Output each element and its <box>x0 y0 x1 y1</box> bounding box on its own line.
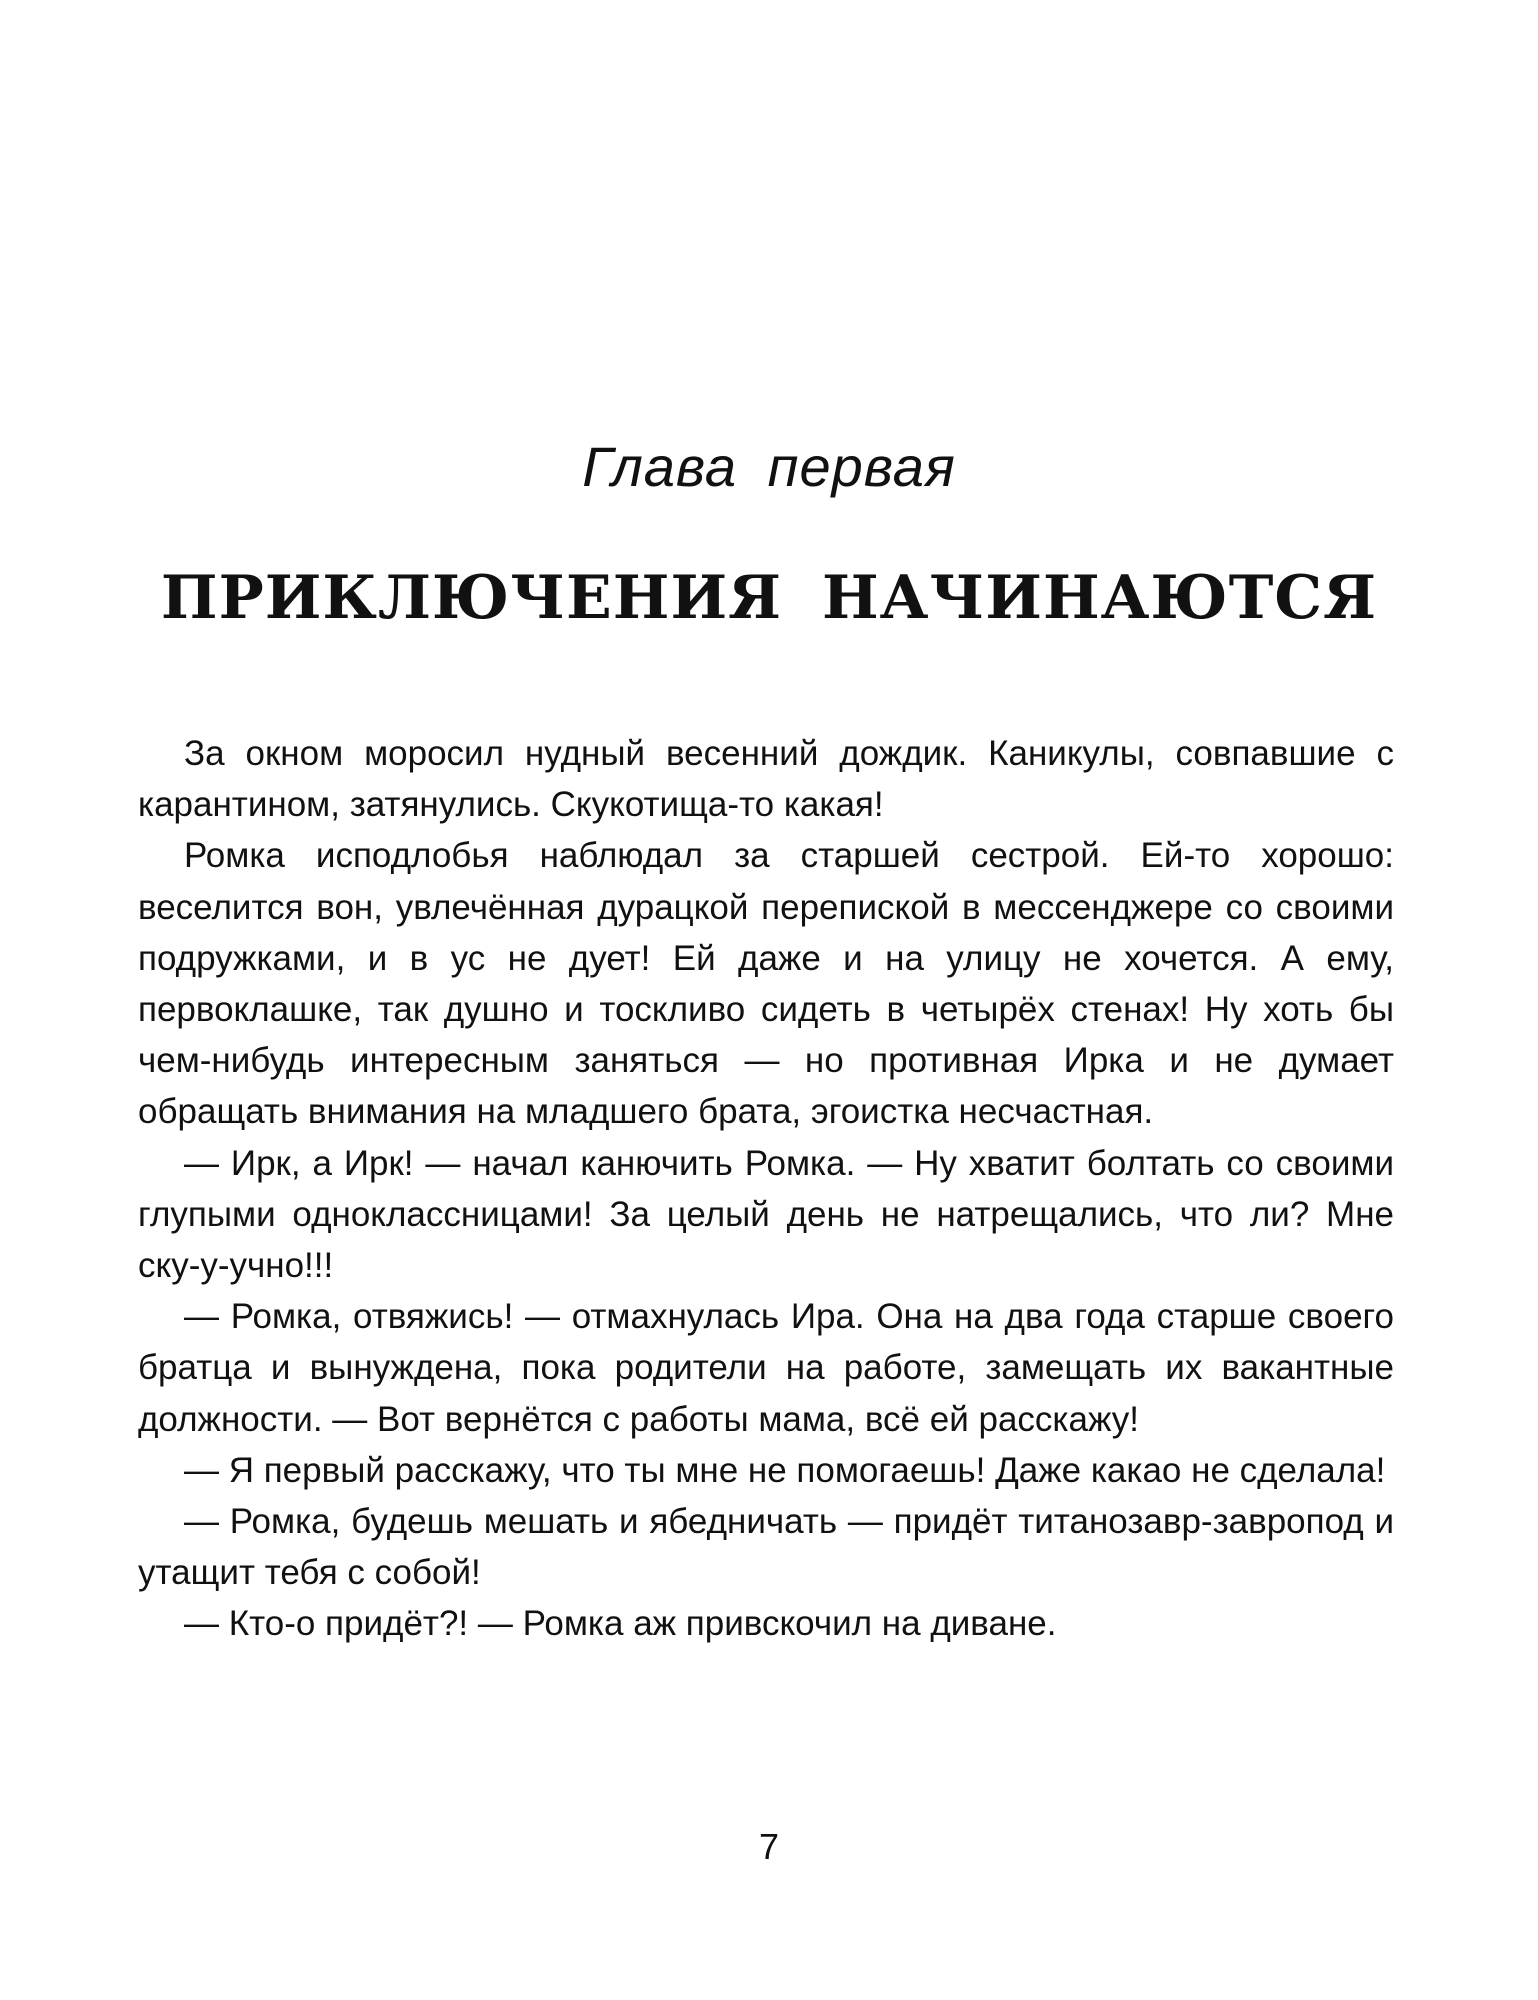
paragraph-2: Ромка исподлобья наблюдал за старшей сестрой. Ей-то хорошо: веселится вон, увлечённая дурацкой перепиской в мессенджере со своими подружками, и в ус не дует! Ей даже и на улицу не хочется. А ему, первоклашке, так душно и тоскливо сидеть в четырёх стенах! Ну хоть бы чем-нибудь интересным заняться — но противная Ирка и не думает обращать внимания на младшего брата, эгоистка несчастная. <box>138 836 1394 1132</box>
paragraph-3: — Ирк, а Ирк! — начал канючить Ромка. — Ну хватит болтать со своими глупыми одноклассницами! За целый день не натрещались, что ли? Мне ску-у-учно!!! <box>138 1143 1394 1286</box>
chapter-title: ПРИКЛЮЧЕНИЯ НАЧИНАЮТСЯ <box>160 563 1378 633</box>
chapter-body <box>138 728 1394 1650</box>
page-number: 7 <box>758 1826 780 1867</box>
paragraph-5: — Я первый расскажу, что ты мне не помогаешь! Даже какао не сделала! <box>184 1450 1386 1490</box>
chapter-label: Глава первая <box>582 435 956 498</box>
paragraph-7: — Кто-о придёт?! — Ромка аж привскочил на диване. <box>184 1604 1057 1644</box>
paragraph-4: — Ромка, отвяжись! — отмахнулась Ира. Она на два года старше своего братца и вынуждена, пока родители на работе, замещать их вакантные должности. — Вот вернётся с работы мама, всё ей расскажу! <box>138 1297 1394 1439</box>
paragraph-1: За окном моросил нудный весенний дождик. Каникулы, совпавшие с карантином, затянулись. Скукотища-то какая! <box>138 734 1394 825</box>
paragraph-6: — Ромка, будешь мешать и ябедничать — придёт титанозавр-завропод и утащит тебя с собой! <box>138 1502 1394 1593</box>
